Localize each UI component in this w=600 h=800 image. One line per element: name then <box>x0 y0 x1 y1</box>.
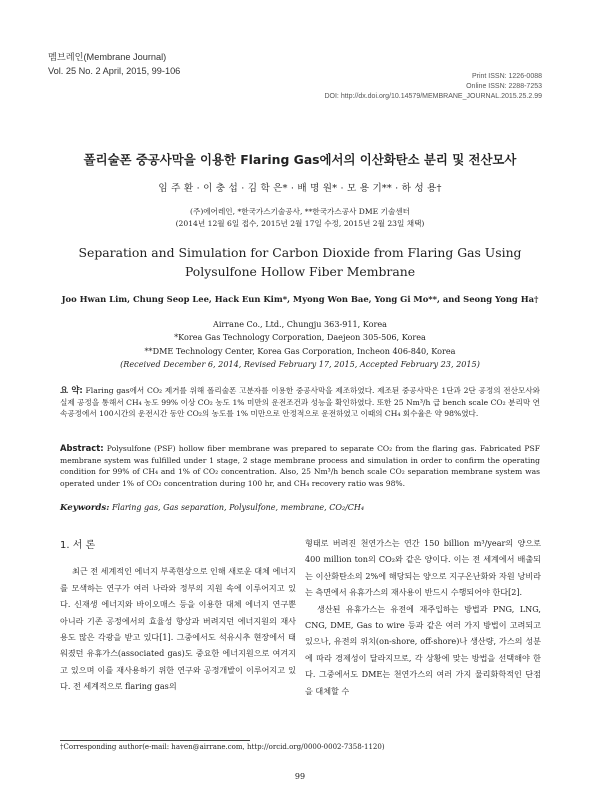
body-paragraph: 최근 전 세계적인 에너지 부족현상으로 인해 새로운 대체 에너지를 모색하는 연구가 여러 나라와 정부의 지원 속에 이루어지고 있다. 신재생 에너지와 바이오매스 등을 이용한 대체 에너지 연구뿐 아니라 기존 공정에서의 효율성 향상과 버려지던 에너지원의 재사용도 많은 각광을 받고 있다[1]. 그중에서도 석유시추 현장에서 태워졌던 유휴가스(associated gas)도 중요한 에너지원으로 여겨지고 있으며 이를 재사용하기 위한 연구와 공정개발이 이루어지고 있다. 전 세계적으로 flaring gas의 <box>60 566 296 692</box>
abstract-english-text: Polysulfone (PSF) hollow fiber membrane was prepared to separate CO₂ from the flaring gas. Fabricated PSF membrane system was fulfilled under 1 stage, 2 stage membrane process and simulation in order to confirm the operating condition for 99% of CH₄ and 1% of CO₂ concentration. Also, 25 Nm³/h bench scale CO₂ separation membrane system was operated under 1% of CO₂ concentration during 100 hr, and CH₄ recovery ratio was 98%. <box>60 444 540 489</box>
korean-authors: 임 주 환 · 이 충 섭 · 김 학 은* · 배 명 원* · 모 용 기** · 하 성 용† <box>158 183 442 194</box>
received-dates: (Received December 6, 2014, Revised February 17, 2015, Accepted February 23, 2015) <box>120 359 480 370</box>
keywords-text: Flaring gas, Gas separation, Polysulfone, membrane, CO₂/CH₄ <box>111 503 365 512</box>
footnote-divider <box>60 740 250 741</box>
doi-link[interactable]: DOI: http://dx.doi.org/10.14579/MEMBRANE_JOURNAL.2015.25.2.99 <box>324 93 542 100</box>
keywords-label: Keywords: <box>60 503 110 513</box>
abstract-korean-label: 요 약: <box>60 385 83 395</box>
english-title: Separation and Simulation for Carbon Dioxide from Flaring Gas Using Polysulfone Hollow Fiber Membrane <box>78 245 522 279</box>
volume-line: Vol. 25 No. 2 April, 2015, 99-106 <box>48 66 181 76</box>
corresponding-author-footnote: †Corresponding author(e-mail: haven@airrane.com, http://orcid.org/0000-0002-7358-1120) <box>60 743 385 751</box>
body-paragraph: 형태로 버려진 천연가스는 연간 150 billion m³/year의 양으로 400 million ton의 CO₂와 같은 양이다. 이는 전 세계에서 배출되는 이산화탄소의 2%에 해당되는 양으로 지구온난화와 자원 낭비라는 측면에서 유휴가스의 재사용이 반드시 수행되어야 한다[2]. <box>305 538 541 598</box>
affiliation-kogas-tech: *Korea Gas Technology Corporation, Daejeon 305-506, Korea <box>174 332 426 343</box>
korean-title: 폴리술폰 중공사막을 이용한 Flaring Gas에서의 이산화탄소 분리 및 전산모사 <box>83 152 517 167</box>
korean-dates: (2014년 12월 6일 접수, 2015년 2월 17일 수정, 2015년 2월 23일 채택) <box>175 219 425 228</box>
english-authors: Joo Hwan Lim, Chung Seop Lee, Hack Eun Kim*, Myong Won Bae, Yong Gi Mo**, and Seong Yong Ha† <box>61 294 539 304</box>
affiliation-airrane: Airrane Co., Ltd., Chungju 363-911, Korea <box>212 319 387 329</box>
journal-header <box>48 50 180 78</box>
page-number: 99 <box>294 772 306 781</box>
english-affiliations <box>0 318 600 372</box>
journal-name: 멤브레인(Membrane Journal) <box>48 52 167 62</box>
issn-block <box>324 72 542 102</box>
body-paragraph: 생산된 유휴가스는 유전에 재주입하는 방법과 PNG, LNG, CNG, DME, Gas to wire 등과 같은 여러 가지 방법이 고려되고 있으나, 유전의 위치(on-shore, off-shore)나 생산량, 가스의 성분에 따라 경제성이 달라지므로, 각 상황에 맞는 방법을 선택해야 한다. 그중에서도 DME는 천연가스의 여러 가지 물리화학적인 단점을 대체할 수 <box>305 603 541 696</box>
abstract-korean <box>60 385 540 420</box>
online-issn: Online ISSN: 2288-7253 <box>466 83 542 90</box>
affiliation-dme-center: **DME Technology Center, Korea Gas Corporation, Incheon 406-840, Korea <box>144 345 456 356</box>
body-left-column <box>60 535 296 695</box>
abstract-english-label: Abstract: <box>60 443 104 453</box>
print-issn: Print ISSN: 1226-0088 <box>471 73 542 80</box>
abstract-korean-text: Flaring gas에서 CO₂ 제거를 위해 폴리술폰 고분자를 이용한 중공사막을 제조하였다. 제조된 중공사막은 1단과 2단 공정의 전산모사와 실제 공정을 통해서 CH₄ 농도 99% 이상 CO₂ 농도 1% 미만의 운전조건과 성능을 확인하였다. 또한 25 Nm³/h 급 bench scale CO₂ 분리막 연속공정에서 100시간의 운전시간 동안 CO₂의 농도를 1% 미만으로 안정적으로 운전하였고 이때의 CH₄ 회수율은 약 98%였다. <box>60 386 540 419</box>
korean-affiliation <box>0 206 600 230</box>
keywords <box>60 503 540 513</box>
abstract-english <box>60 443 540 490</box>
korean-affiliation-line: (주)에어레인, *한국가스기술공사, **한국가스공사 DME 기술센터 <box>190 207 410 216</box>
section-heading: 1. 서 론 <box>60 540 96 551</box>
body-right-column <box>305 535 541 699</box>
